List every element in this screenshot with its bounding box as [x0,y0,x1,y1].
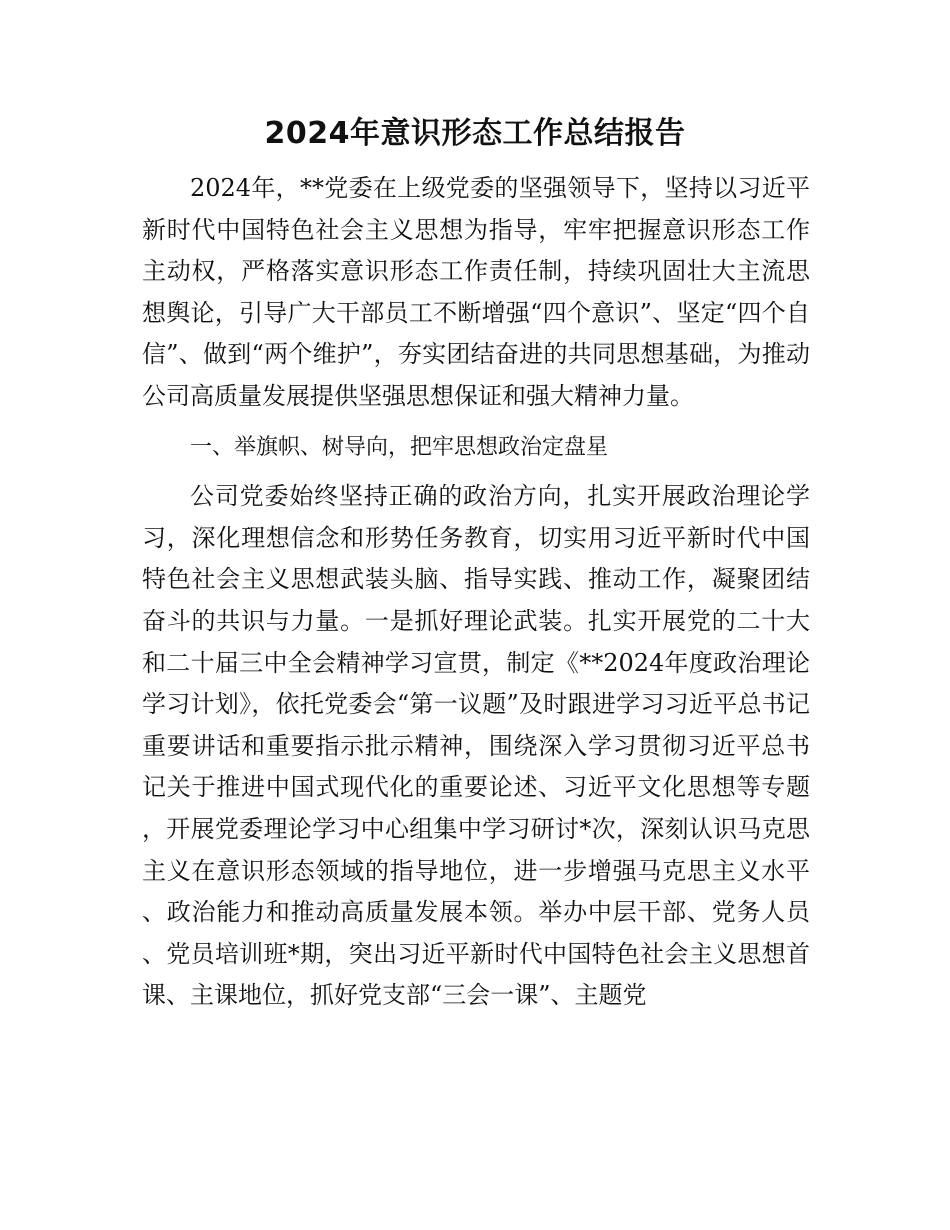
section-heading: 一、举旗帜、树导向，把牢思想政治定盘星 [190,434,609,460]
document-title: 2024年意识形态工作总结报告 [264,116,686,151]
document-body [142,168,810,1017]
intro-paragraph: 2024年，**党委在上级党委的坚强领导下，坚持以习近平新时代中国特色社会主义思想为指导，牢牢把握意识形态工作主动权，严格落实意识形态工作责任制，持续巩固壮大主流思想舆论，引导广大干部员工不断增强“四个意识”、坚定“四个自信”、做到“两个维护”，夯实团结奋进的共同思想基础，为推动公司高质量发展提供坚强思想保证和强大精神力量。 [142,174,810,410]
section-paragraph: 公司党委始终坚持正确的政治方向，扎实开展政治理论学习，深化理想信念和形势任务教育，切实用习近平新时代中国特色社会主义思想武装头脑、指导实践、推动工作，凝聚团结奋斗的共识与力量。一是抓好理论武装。扎实开展党的二十大和二十届三中全会精神学习宣贯，制定《**2024年度政治理论学习计划》，依托党委会“第一议题”及时跟进学习习近平总书记重要讲话和重要指示批示精神，围绕深入学习贯彻习近平总书记关于推进中国式现代化的重要论述、习近平文化思想等专题，开展党委理论学习中心组集中学习研讨*次，深刻认识马克思主义在意识形态领域的指导地位，进一步增强马克思主义水平、政治能力和推动高质量发展本领。举办中层干部、党务人员、党员培训班*期，突出习近平新时代中国特色社会主义思想首课、主课地位，抓好党支部“三会一课”、主题党 [142,482,810,1010]
